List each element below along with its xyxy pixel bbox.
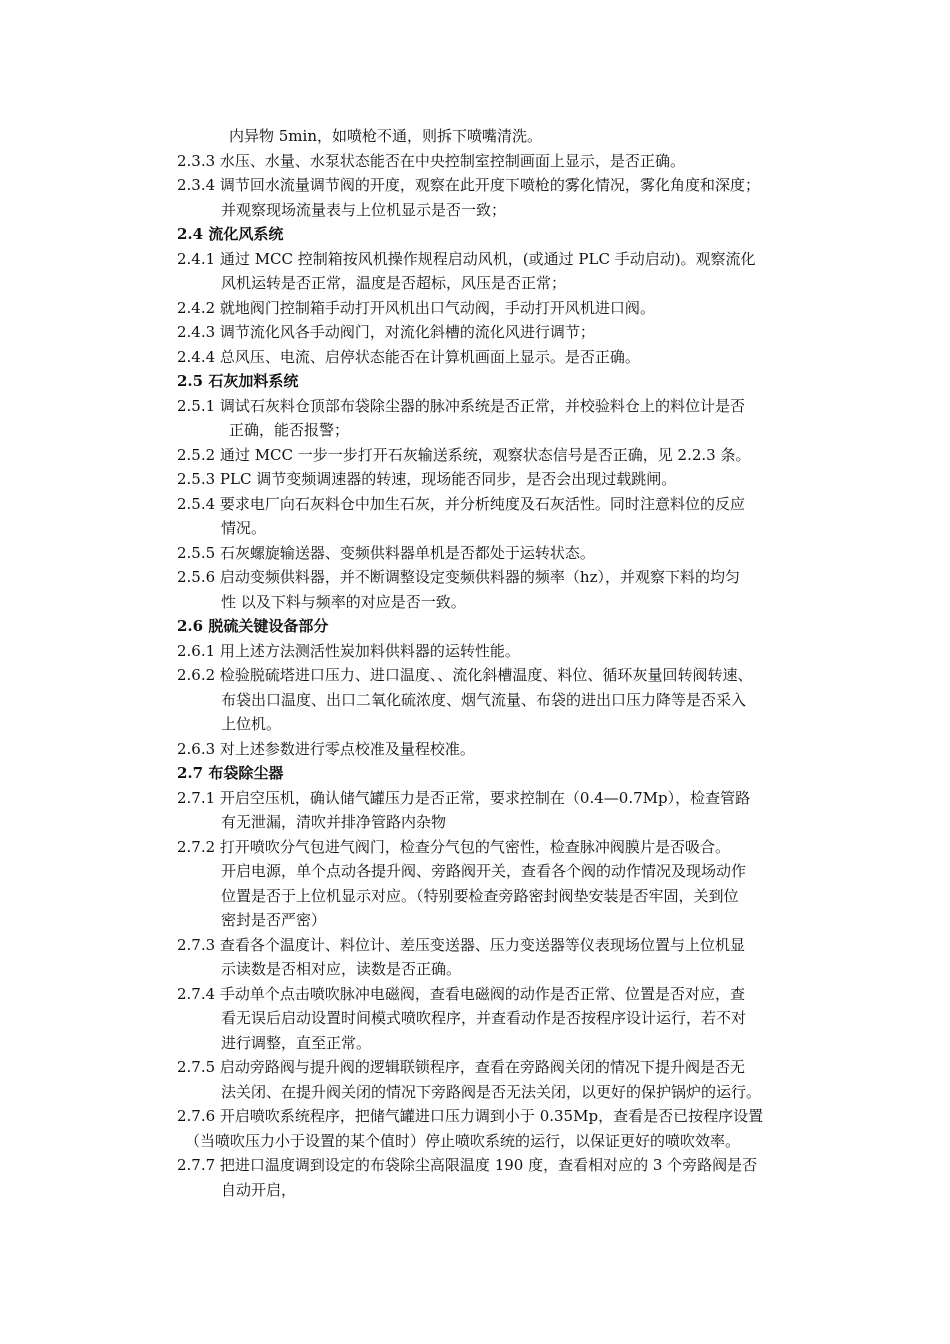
text-line: 性 以及下料与频率的对应是否一致。 bbox=[221, 592, 466, 611]
text-line: 正确，能否报警； bbox=[229, 421, 350, 439]
document-body bbox=[177, 124, 829, 1202]
text-line: 2.7.6 开启喷吹系统程序，把储气罐进口压力调到小于 0.35Mp，查看是否已按程序设置 bbox=[177, 1107, 764, 1125]
section-heading: 2.4 流化风系统 bbox=[177, 225, 284, 243]
text-line: 内异物 5min，如喷枪不通，则拆下喷嘴清洗。 bbox=[229, 127, 542, 145]
text-line: 2.5.2 通过 MCC 一步一步打开石灰输送系统，观察状态信号是否正确，见 2.2.3 条。 bbox=[177, 445, 751, 464]
text-line: 位置是否于上位机显示对应。（特别要检查旁路密封阀垫安装是否牢固，关到位 bbox=[221, 886, 739, 905]
text-line: 2.7.5 启动旁路阀与提升阀的逻辑联锁程序，查看在旁路阀关闭的情况下提升阀是否无 bbox=[177, 1058, 745, 1076]
text-line: 2.4.2 就地阀门控制箱手动打开风机出口气动阀，手动打开风机进口阀。 bbox=[177, 298, 655, 317]
section-heading: 2.5 石灰加料系统 bbox=[177, 372, 299, 390]
text-line: 风机运转是否正常，温度是否超标，风压是否正常； bbox=[221, 274, 567, 292]
text-line: 法关闭、在提升阀关闭的情况下旁路阀是否无法关闭，以更好的保护锅炉的运行。 bbox=[221, 1082, 762, 1101]
text-line: 密封是否严密） bbox=[221, 911, 327, 929]
text-line: 2.7.1 开启空压机，确认储气罐压力是否正常，要求控制在（0.4—0.7Mp），检查管路 bbox=[177, 788, 751, 807]
text-line: 2.5.1 调试石灰料仓顶部布袋除尘器的脉冲系统是否正常，并校验料仓上的料位计是否 bbox=[177, 396, 745, 415]
text-line: 开启电源，单个点动各提升阀、旁路阀开关，查看各个阀的动作情况及现场动作 bbox=[221, 862, 747, 880]
text-line: 上位机。 bbox=[221, 715, 282, 733]
text-line: 并观察现场流量表与上位机显示是否一致； bbox=[221, 200, 507, 219]
text-line: 2.7.3 查看各个温度计、料位计、差压变送器、压力变送器等仪表现场位置与上位机显 bbox=[177, 935, 745, 954]
text-line: 进行调整，直至正常。 bbox=[221, 1033, 372, 1052]
text-line: 2.3.3 水压、水量、水泵状态能否在中央控制室控制画面上显示，是否正确。 bbox=[177, 151, 685, 170]
text-line: 2.6.3 对上述参数进行零点校准及量程校准。 bbox=[177, 739, 475, 758]
text-line: 2.4.4 总风压、电流、启停状态能否在计算机画面上显示。是否正确。 bbox=[177, 347, 640, 366]
text-line: 有无泄漏，清吹并排净管路内杂物 bbox=[221, 813, 447, 831]
text-line: 2.6.2 检验脱硫塔进口压力、进口温度、、流化斜槽温度、料位、循环灰量回转阀转速、 bbox=[177, 666, 753, 684]
text-line: 示读数是否相对应，读数是否正确。 bbox=[221, 960, 462, 978]
text-line: （当喷吹压力小于设置的某个值时）停止喷吹系统的运行，以保证更好的喷吹效率。 bbox=[185, 1131, 741, 1150]
text-line: 2.5.4 要求电厂向石灰料仓中加生石灰，并分析纯度及石灰活性。同时注意料位的反应 bbox=[177, 494, 745, 513]
text-line: 2.3.4 调节回水流量调节阀的开度，观察在此开度下喷枪的雾化情况，雾化角度和深度； bbox=[177, 176, 760, 194]
text-line: 2.4.1 通过 MCC 控制箱按风机操作规程启动风机，(或通过 PLC 手动启动)。观察流化 bbox=[177, 249, 756, 268]
section-heading: 2.7 布袋除尘器 bbox=[177, 764, 284, 782]
text-line: 情况。 bbox=[221, 519, 267, 537]
text-line: 看无误后启动设置时间模式喷吹程序，并查看动作是否按程序设计运行，若不对 bbox=[221, 1009, 747, 1027]
text-line: 2.6.1 用上述方法测活性炭加料供料器的运转性能。 bbox=[177, 641, 520, 660]
text-line: 2.5.3 PLC 调节变频调速器的转速，现场能否同步，是否会出现过载跳闸。 bbox=[177, 470, 677, 488]
text-line: 自动开启， bbox=[221, 1180, 297, 1199]
text-line: 2.7.2 打开喷吹分气包进气阀门，检查分气包的气密性，检查脉冲阀膜片是否吸合。 bbox=[177, 837, 730, 856]
text-line: 2.4.3 调节流化风各手动阀门，对流化斜槽的流化风进行调节； bbox=[177, 323, 595, 341]
text-line: 2.7.7 把进口温度调到设定的布袋除尘高限温度 190 度，查看相对应的 3 个旁路阀是否 bbox=[177, 1156, 758, 1174]
section-heading: 2.6 脱硫关键设备部分 bbox=[177, 617, 329, 635]
text-line: 2.5.5 石灰螺旋输送器、变频供料器单机是否都处于运转状态。 bbox=[177, 543, 595, 562]
text-line: 布袋出口温度、出口二氧化硫浓度、烟气流量、布袋的进出口压力降等是否采入 bbox=[221, 690, 747, 709]
text-line: 2.5.6 启动变频供料器，并不断调整设定变频供料器的频率（hz），并观察下料的均匀 bbox=[177, 568, 741, 586]
text-line: 2.7.4 手动单个点击喷吹脉冲电磁阀，查看电磁阀的动作是否正常、位置是否对应，查 bbox=[177, 984, 745, 1003]
